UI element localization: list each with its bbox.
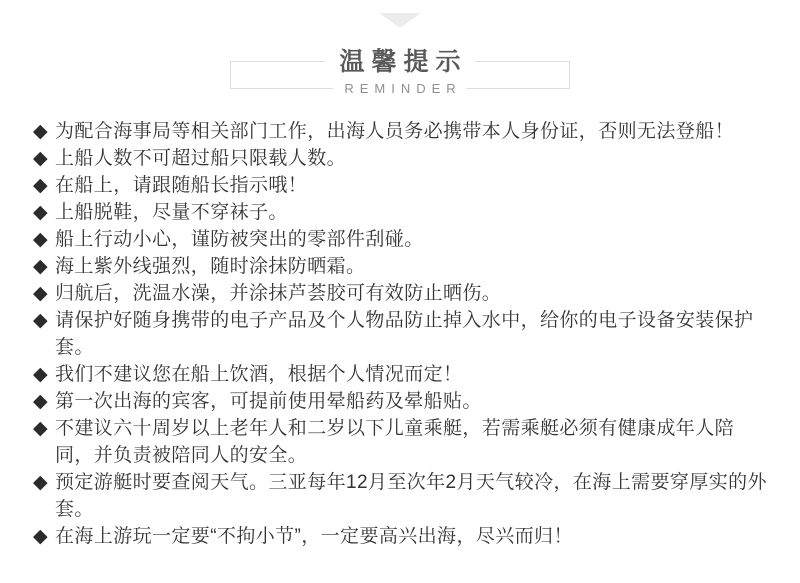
list-item bbox=[33, 226, 770, 253]
page-subtitle: REMINDER bbox=[333, 81, 466, 96]
list-item-text: 预定游艇时要查阅天气。三亚每年12月至次年2月天气较冷，在海上需要穿厚实的外套。 bbox=[55, 472, 767, 520]
diamond-bullet-icon: ◆ bbox=[33, 202, 49, 223]
list-item bbox=[33, 172, 770, 199]
list-item-text: 上船人数不可超过船只限载人数。 bbox=[55, 148, 347, 169]
list-item bbox=[33, 307, 770, 361]
notice-list bbox=[33, 118, 770, 550]
diamond-bullet-icon: ◆ bbox=[33, 310, 49, 331]
list-item bbox=[33, 145, 770, 172]
list-item-text: 不建议六十周岁以上老年人和二岁以下儿童乘艇，若需乘艇必须有健康成年人陪同，并负责被陪同人的安全。 bbox=[55, 418, 735, 466]
list-item bbox=[33, 199, 770, 226]
list-item-text: 我们不建议您在船上饮酒，根据个人情况而定！ bbox=[55, 364, 463, 385]
ribbon-triangle-icon bbox=[379, 13, 421, 28]
diamond-bullet-icon: ◆ bbox=[33, 148, 49, 169]
list-item-text: 船上行动小心，谨防被突出的零部件刮碰。 bbox=[55, 229, 424, 250]
diamond-bullet-icon: ◆ bbox=[33, 229, 49, 250]
list-item-text: 在海上游玩一定要“不拘小节”，一定要高兴出海，尽兴而归！ bbox=[55, 526, 573, 547]
page-title: 温馨提示 bbox=[324, 42, 475, 78]
list-item bbox=[33, 280, 770, 307]
diamond-bullet-icon: ◆ bbox=[33, 283, 49, 304]
list-item-text: 归航后，洗温水澡，并涂抹芦荟胶可有效防止晒伤。 bbox=[55, 283, 502, 304]
list-item bbox=[33, 253, 770, 280]
diamond-bullet-icon: ◆ bbox=[33, 526, 49, 547]
list-item-text: 第一次出海的宾客，可提前使用晕船药及晕船贴。 bbox=[55, 391, 482, 412]
list-item bbox=[33, 469, 770, 523]
title-frame bbox=[230, 48, 570, 96]
list-item bbox=[33, 118, 770, 145]
diamond-bullet-icon: ◆ bbox=[33, 121, 49, 142]
list-item-text: 在船上，请跟随船长指示哦！ bbox=[55, 175, 308, 196]
list-item-text: 海上紫外线强烈，随时涂抹防晒霜。 bbox=[55, 256, 366, 277]
list-item-text: 上船脱鞋，尽量不穿袜子。 bbox=[55, 202, 288, 223]
diamond-bullet-icon: ◆ bbox=[33, 472, 49, 493]
diamond-bullet-icon: ◆ bbox=[33, 418, 49, 439]
list-item-text: 为配合海事局等相关部门工作，出海人员务必携带本人身份证，否则无法登船！ bbox=[55, 121, 735, 142]
list-item bbox=[33, 415, 770, 469]
diamond-bullet-icon: ◆ bbox=[33, 175, 49, 196]
diamond-bullet-icon: ◆ bbox=[33, 391, 49, 412]
diamond-bullet-icon: ◆ bbox=[33, 364, 49, 385]
list-item-text: 请保护好随身携带的电子产品及个人物品防止掉入水中，给你的电子设备安装保护套。 bbox=[55, 310, 754, 358]
diamond-bullet-icon: ◆ bbox=[33, 256, 49, 277]
list-item bbox=[33, 523, 770, 550]
list-item bbox=[33, 361, 770, 388]
list-item bbox=[33, 388, 770, 415]
